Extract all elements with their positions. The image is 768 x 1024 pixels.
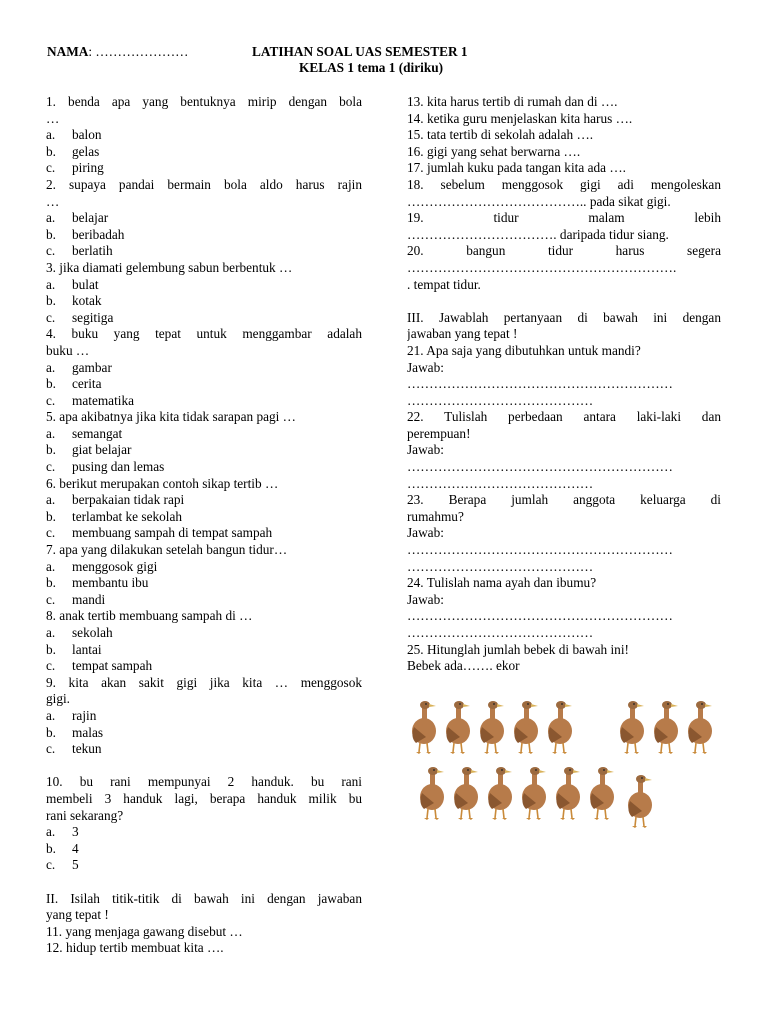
answer-option: [46, 824, 362, 841]
question-line: ……………………………………: [407, 392, 594, 408]
answer-option: [46, 841, 362, 858]
option-letter: c.: [46, 741, 56, 757]
question-line: yang tepat !: [46, 907, 109, 923]
duck-icon: [684, 697, 714, 755]
option-text: 3: [72, 824, 79, 840]
option-letter: b.: [46, 840, 56, 856]
question-line: Jawab:: [407, 359, 444, 375]
duck-icon: [586, 763, 616, 821]
option-text: berlatih: [72, 243, 113, 259]
question-line: rumahmu?: [407, 508, 464, 524]
answer-option: [46, 725, 362, 742]
option-text: gambar: [72, 359, 112, 375]
answer-option: [46, 360, 362, 377]
answer-option: [46, 376, 362, 393]
duck-icon: [510, 697, 540, 755]
question-line: 23. Berapa jumlah anggota keluarga di: [407, 492, 721, 508]
question-line: 14. ketika guru menjelaskan kita harus ….: [407, 110, 633, 126]
page-subtitle: KELAS 1 tema 1 (diriku): [299, 60, 444, 75]
question-line: ……………………………………………………: [407, 459, 673, 475]
question-line: 8. anak tertib membuang sampah di …: [46, 608, 253, 624]
duck-illustration: [402, 695, 722, 835]
page-title: LATIHAN SOAL UAS SEMESTER 1: [252, 44, 468, 59]
option-letter: b.: [46, 575, 56, 591]
answer-option: [46, 227, 362, 244]
option-text: terlambat ke sekolah: [72, 508, 183, 524]
option-text: malas: [72, 724, 104, 740]
option-text: beribadah: [72, 226, 125, 242]
question-line: 20. bangun tidur harus segera: [407, 243, 721, 259]
option-text: berpakaian tidak rapi: [72, 492, 185, 508]
answer-option: [46, 642, 362, 659]
answer-option: [46, 658, 362, 675]
option-text: giat belajar: [72, 442, 132, 458]
option-letter: a.: [46, 707, 56, 723]
blank-line: [46, 874, 362, 891]
option-letter: c.: [46, 160, 56, 176]
question-line: 4. buku yang tepat untuk menggambar adalah: [46, 326, 362, 342]
question-line: 18. sebelum menggosok gigi adi mengoleskan: [407, 176, 721, 192]
duck-icon: [552, 763, 582, 821]
option-letter: a.: [46, 492, 56, 508]
right-column: [407, 94, 721, 675]
answer-option: [46, 426, 362, 443]
duck-icon: [450, 763, 480, 821]
option-text: membantu ibu: [72, 575, 149, 591]
question-line: 12. hidup tertib membuat kita ….: [46, 940, 224, 956]
question-line: 13. kita harus tertib di rumah dan di ….: [407, 94, 618, 109]
question-line: 21. Apa saja yang dibutuhkan untuk mandi?: [407, 342, 641, 358]
option-letter: b.: [46, 143, 56, 159]
question-line: ……………………………………: [407, 558, 594, 574]
duck-icon: [616, 697, 646, 755]
question-line: . tempat tidur.: [407, 276, 481, 292]
question-line: 9. kita akan sakit gigi jika kita … menggosok: [46, 674, 362, 690]
answer-option: [46, 575, 362, 592]
blank-line: [46, 758, 362, 775]
option-text: rajin: [72, 707, 97, 723]
question-line: 10. bu rani mempunyai 2 handuk. bu rani: [46, 774, 362, 790]
duck-icon: [416, 763, 446, 821]
answer-option: [46, 293, 362, 310]
question-line: gigi.: [46, 691, 71, 707]
option-text: lantai: [72, 641, 102, 657]
option-text: 4: [72, 840, 79, 856]
question-line: III. Jawablah pertanyaan di bawah ini dengan: [407, 309, 721, 325]
answer-option: [46, 592, 362, 609]
option-letter: a.: [46, 359, 56, 375]
option-letter: c.: [46, 309, 56, 325]
question-line: 17. jumlah kuku pada tangan kita ada ….: [407, 160, 626, 176]
question-line: 15. tata tertib di sekolah adalah ….: [407, 127, 594, 143]
question-line: ……………………………………: [407, 625, 594, 640]
question-line: rani sekarang?: [46, 807, 124, 823]
option-letter: b.: [46, 442, 56, 458]
answer-option: [46, 144, 362, 161]
option-letter: c.: [46, 591, 56, 607]
question-line: 7. apa yang dilakukan setelah bangun tidur…: [46, 542, 288, 558]
question-line: 1. benda apa yang bentuknya mirip dengan bola: [46, 94, 362, 109]
option-letter: a.: [46, 625, 56, 640]
option-letter: b.: [46, 508, 56, 524]
header: [47, 44, 727, 78]
duck-icon: [476, 697, 506, 755]
duck-icon: [624, 771, 654, 829]
option-text: cerita: [72, 376, 102, 392]
option-text: tempat sampah: [72, 658, 153, 674]
question-line: …………………………………………………….: [407, 259, 677, 275]
option-text: matematika: [72, 392, 135, 408]
duck-icon: [408, 697, 438, 755]
option-letter: a.: [46, 276, 56, 292]
option-text: semangat: [72, 425, 123, 441]
duck-icon: [518, 763, 548, 821]
option-text: sekolah: [72, 625, 113, 640]
left-column: [46, 94, 362, 957]
question-line: ………………………………….. pada sikat gigi.: [407, 193, 671, 209]
question-line: 11. yang menjaga gawang disebut …: [46, 923, 243, 939]
question-line: 16. gigi yang sehat berwarna ….: [407, 143, 581, 159]
question-line: 24. Tulislah nama ayah dan ibumu?: [407, 575, 597, 591]
answer-option: [46, 708, 362, 725]
option-letter: b.: [46, 376, 56, 392]
duck-icon: [442, 697, 472, 755]
question-line: ……………………………………: [407, 475, 594, 491]
option-text: segitiga: [72, 309, 114, 325]
question-line: …: [46, 193, 60, 209]
option-text: balon: [72, 127, 102, 143]
question-line: perempuan!: [407, 425, 471, 441]
option-letter: a.: [46, 558, 56, 574]
option-text: pusing dan lemas: [72, 459, 165, 475]
answer-option: [46, 127, 362, 144]
answer-option: [46, 741, 362, 758]
duck-icon: [650, 697, 680, 755]
option-text: bulat: [72, 276, 99, 292]
answer-option: [46, 160, 362, 177]
option-text: gelas: [72, 143, 100, 159]
answer-option: [46, 243, 362, 260]
question-line: 2. supaya pandai bermain bola aldo harus rajin: [46, 176, 362, 192]
option-letter: b.: [46, 293, 56, 309]
option-letter: c.: [46, 243, 56, 259]
option-letter: a.: [46, 425, 56, 441]
option-text: piring: [72, 160, 104, 176]
question-line: 5. apa akibatnya jika kita tidak sarapan pagi …: [46, 409, 296, 425]
question-line: 25. Hitunglah jumlah bebek di bawah ini!: [407, 641, 629, 657]
answer-option: [46, 393, 362, 410]
answer-option: [46, 525, 362, 542]
question-line: 22. Tulislah perbedaan antara laki-laki dan: [407, 409, 721, 425]
question-line: buku …: [46, 342, 90, 358]
answer-option: [46, 310, 362, 327]
option-text: membuang sampah di tempat sampah: [72, 525, 273, 541]
question-line: membeli 3 handuk lagi, berapa handuk milik bu: [46, 790, 362, 806]
option-text: 5: [72, 857, 79, 873]
option-text: mandi: [72, 591, 106, 607]
question-line: ……………………………………………………: [407, 542, 673, 558]
answer-option: [46, 210, 362, 227]
option-letter: c.: [46, 857, 56, 873]
option-letter: a.: [46, 210, 56, 226]
answer-option: [46, 277, 362, 294]
answer-option: [46, 625, 362, 642]
question-line: Bebek ada……. ekor: [407, 658, 520, 674]
question-line: …: [46, 110, 60, 126]
option-letter: a.: [46, 824, 56, 840]
option-text: belajar: [72, 210, 109, 226]
option-letter: a.: [46, 127, 56, 143]
option-letter: c.: [46, 525, 56, 541]
option-letter: c.: [46, 459, 56, 475]
blank-line: [407, 293, 721, 310]
option-text: menggosok gigi: [72, 558, 158, 574]
question-line: 6. berikut merupakan contoh sikap tertib …: [46, 475, 279, 491]
option-text: tekun: [72, 741, 102, 757]
answer-option: [46, 559, 362, 576]
question-line: 3. jika diamati gelembung sabun berbentuk …: [46, 259, 293, 275]
name-field-label: NAMA: …………………: [47, 44, 189, 59]
option-letter: c.: [46, 392, 56, 408]
question-line: ……………………………. daripada tidur siang.: [407, 226, 669, 242]
option-letter: b.: [46, 641, 56, 657]
option-letter: c.: [46, 658, 56, 674]
duck-icon: [544, 697, 574, 755]
answer-option: [46, 857, 362, 874]
question-line: Jawab:: [407, 591, 444, 607]
question-line: II. Isilah titik-titik di bawah ini dengan jawaban: [46, 890, 362, 906]
answer-option: [46, 442, 362, 459]
option-letter: b.: [46, 724, 56, 740]
question-line: ……………………………………………………: [407, 376, 673, 392]
option-letter: b.: [46, 226, 56, 242]
question-line: Jawab:: [407, 442, 444, 458]
answer-option: [46, 509, 362, 526]
option-text: kotak: [72, 293, 102, 309]
question-line: ……………………………………………………: [407, 608, 673, 624]
question-line: jawaban yang tepat !: [407, 326, 518, 342]
answer-option: [46, 492, 362, 509]
question-line: Jawab:: [407, 525, 444, 541]
duck-icon: [484, 763, 514, 821]
question-line: 19. tidur malam lebih: [407, 210, 721, 226]
answer-option: [46, 459, 362, 476]
